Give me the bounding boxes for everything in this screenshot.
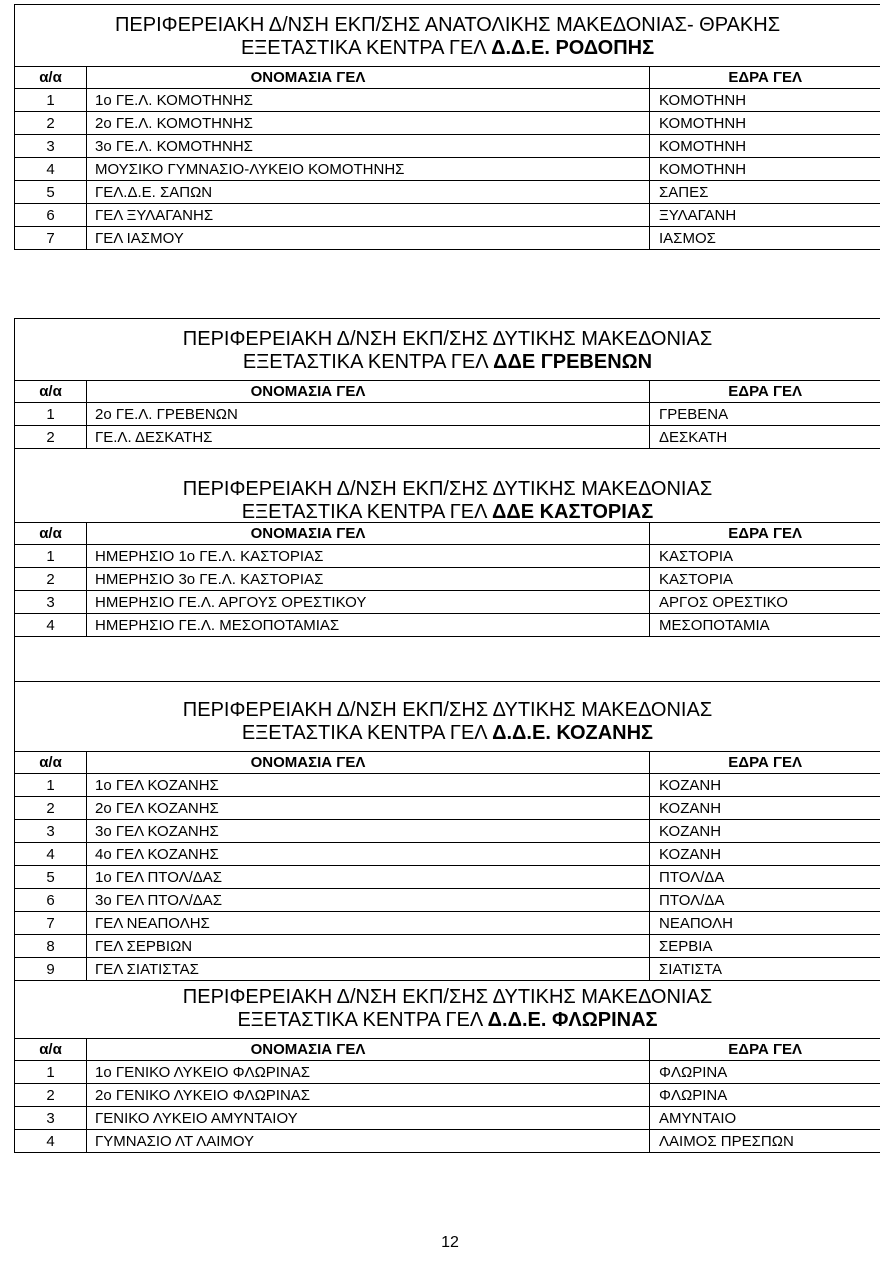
- school-name: ΗΜΕΡΗΣΙΟ ΓΕ.Λ. ΑΡΓΟΥΣ ΟΡΕΣΤΙΚΟΥ: [87, 591, 650, 614]
- row-number: 3: [15, 135, 87, 158]
- section-subtitle: ΕΞΕΤΑΣΤΙΚΑ ΚΕΝΤΡΑ ΓΕΛ ΔΔΕ ΚΑΣΤΟΡΙΑΣ: [15, 501, 880, 523]
- page-number: 12: [441, 1234, 459, 1251]
- school-seat: ΑΡΓΟΣ ΟΡΕΣΤΙΚΟ: [650, 591, 880, 614]
- table-row: [15, 1107, 880, 1130]
- table-row: [15, 889, 880, 912]
- school-seat: ΚΟΜΟΤΗΝΗ: [650, 89, 880, 112]
- col-header-seat: ΕΔΡΑ ΓΕΛ: [650, 523, 880, 545]
- school-seat: ΠΤΟΛ/ΔΑ: [650, 866, 880, 889]
- school-seat: ΚΟΜΟΤΗΝΗ: [650, 135, 880, 158]
- row-number: 2: [15, 426, 87, 449]
- table-row: [15, 912, 880, 935]
- table-row: [15, 843, 880, 866]
- section-title: ΠΕΡΙΦΕΡΕΙΑΚΗ Δ/ΝΣΗ ΕΚΠ/ΣΗΣ ΔΥΤΙΚΗΣ ΜΑΚΕΔΟΝΙΑΣ: [15, 479, 880, 501]
- table-row: [15, 935, 880, 958]
- school-name: 3ο ΓΕ.Λ. ΚΟΜΟΤΗΝΗΣ: [87, 135, 650, 158]
- school-seat: ΚΑΣΤΟΡΙΑ: [650, 545, 880, 568]
- row-number: 3: [15, 591, 87, 614]
- school-seat: ΚΟΜΟΤΗΝΗ: [650, 158, 880, 181]
- row-number: 6: [15, 204, 87, 227]
- section-subtitle: ΕΞΕΤΑΣΤΙΚΑ ΚΕΝΤΡΑ ΓΕΛ ΔΔΕ ΓΡΕΒΕΝΩΝ: [15, 351, 880, 381]
- school-seat: ΠΤΟΛ/ΔΑ: [650, 889, 880, 912]
- table-western-macedonia: [14, 318, 880, 1153]
- school-name: ΗΜΕΡΗΣΙΟ 1ο ΓΕ.Λ. ΚΑΣΤΟΡΙΑΣ: [87, 545, 650, 568]
- row-number: 8: [15, 935, 87, 958]
- school-seat: ΚΟΖΑΝΗ: [650, 774, 880, 797]
- table-row: [15, 135, 880, 158]
- row-number: 1: [15, 545, 87, 568]
- table-row: [15, 1084, 880, 1107]
- col-header-num: α/α: [15, 381, 87, 403]
- school-name: 1ο ΓΕ.Λ. ΚΟΜΟΤΗΝΗΣ: [87, 89, 650, 112]
- section-title: ΠΕΡΙΦΕΡΕΙΑΚΗ Δ/ΝΣΗ ΕΚΠ/ΣΗΣ ΔΥΤΙΚΗΣ ΜΑΚΕΔΟΝΙΑΣ: [15, 981, 880, 1010]
- col-header-seat: ΕΔΡΑ ΓΕΛ: [650, 752, 880, 774]
- table-row: [15, 204, 880, 227]
- table-rodopi: [14, 4, 880, 250]
- spacer: [15, 637, 880, 682]
- school-seat: ΙΑΣΜΟΣ: [650, 227, 880, 250]
- row-number: 2: [15, 112, 87, 135]
- table-row: [15, 820, 880, 843]
- row-number: 4: [15, 614, 87, 637]
- table-header-row: [15, 1039, 880, 1061]
- table-header-row: [15, 381, 880, 403]
- col-header-num: α/α: [15, 752, 87, 774]
- section-subtitle: ΕΞΕΤΑΣΤΙΚΑ ΚΕΝΤΡΑ ΓΕΛ Δ.Δ.Ε. ΚΟΖΑΝΗΣ: [15, 722, 880, 752]
- school-name: 1ο ΓΕΝΙΚΟ ΛΥΚΕΙΟ ΦΛΩΡΙΝΑΣ: [87, 1061, 650, 1084]
- school-name: 1ο ΓΕΛ ΠΤΟΛ/ΔΑΣ: [87, 866, 650, 889]
- row-number: 2: [15, 568, 87, 591]
- table-row: [15, 1130, 880, 1153]
- table-row: [15, 614, 880, 637]
- row-number: 6: [15, 889, 87, 912]
- school-name: 1ο ΓΕΛ ΚΟΖΑΝΗΣ: [87, 774, 650, 797]
- row-number: 1: [15, 403, 87, 426]
- col-header-name: ΟΝΟΜΑΣΙΑ ΓΕΛ: [87, 523, 650, 545]
- table-row: [15, 545, 880, 568]
- school-name: ΓΕΛ ΝΕΑΠΟΛΗΣ: [87, 912, 650, 935]
- row-number: 5: [15, 181, 87, 204]
- section-subtitle: ΕΞΕΤΑΣΤΙΚΑ ΚΕΝΤΡΑ ΓΕΛ Δ.Δ.Ε. ΡΟΔΟΠΗΣ: [15, 37, 880, 67]
- row-number: 2: [15, 1084, 87, 1107]
- school-name: ΓΕ.Λ. ΔΕΣΚΑΤΗΣ: [87, 426, 650, 449]
- school-seat: ΣΙΑΤΙΣΤΑ: [650, 958, 880, 981]
- school-name: ΓΕΛ ΙΑΣΜΟΥ: [87, 227, 650, 250]
- row-number: 1: [15, 1061, 87, 1084]
- school-seat: ΜΕΣΟΠΟΤΑΜΙΑ: [650, 614, 880, 637]
- school-seat: ΑΜΥΝΤΑΙΟ: [650, 1107, 880, 1130]
- col-header-num: α/α: [15, 67, 87, 89]
- school-name: ΓΕΛ ΞΥΛΑΓΑΝΗΣ: [87, 204, 650, 227]
- school-seat: ΣΑΠΕΣ: [650, 181, 880, 204]
- col-header-name: ΟΝΟΜΑΣΙΑ ΓΕΛ: [87, 67, 650, 89]
- col-header-name: ΟΝΟΜΑΣΙΑ ΓΕΛ: [87, 752, 650, 774]
- table-row: [15, 158, 880, 181]
- school-name: ΓΕΛ ΣΙΑΤΙΣΤΑΣ: [87, 958, 650, 981]
- school-seat: ΔΕΣΚΑΤΗ: [650, 426, 880, 449]
- school-seat: ΦΛΩΡΙΝΑ: [650, 1061, 880, 1084]
- school-seat: ΚΟΖΑΝΗ: [650, 843, 880, 866]
- table-row: [15, 866, 880, 889]
- school-seat: ΚΟΜΟΤΗΝΗ: [650, 112, 880, 135]
- spacer: [15, 449, 880, 480]
- col-header-num: α/α: [15, 523, 87, 545]
- school-seat: ΚΟΖΑΝΗ: [650, 820, 880, 843]
- row-number: 2: [15, 797, 87, 820]
- school-seat: ΚΟΖΑΝΗ: [650, 797, 880, 820]
- school-seat: ΛΑΙΜΟΣ ΠΡΕΣΠΩΝ: [650, 1130, 880, 1153]
- table-row: [15, 774, 880, 797]
- table-header-row: [15, 523, 880, 545]
- row-number: 5: [15, 866, 87, 889]
- section-title: ΠΕΡΙΦΕΡΕΙΑΚΗ Δ/ΝΣΗ ΕΚΠ/ΣΗΣ ΔΥΤΙΚΗΣ ΜΑΚΕΔΟΝΙΑΣ: [15, 682, 880, 723]
- table-row: [15, 1061, 880, 1084]
- table-row: [15, 591, 880, 614]
- row-number: 3: [15, 1107, 87, 1130]
- school-name: 2ο ΓΕΝΙΚΟ ΛΥΚΕΙΟ ΦΛΩΡΙΝΑΣ: [87, 1084, 650, 1107]
- school-seat: ΦΛΩΡΙΝΑ: [650, 1084, 880, 1107]
- col-header-seat: ΕΔΡΑ ΓΕΛ: [650, 1039, 880, 1061]
- row-number: 3: [15, 820, 87, 843]
- school-seat: ΝΕΑΠΟΛΗ: [650, 912, 880, 935]
- row-number: 1: [15, 774, 87, 797]
- school-name: 3ο ΓΕΛ ΠΤΟΛ/ΔΑΣ: [87, 889, 650, 912]
- table-row: [15, 227, 880, 250]
- section-title: ΠΕΡΙΦΕΡΕΙΑΚΗ Δ/ΝΣΗ ΕΚΠ/ΣΗΣ ΔΥΤΙΚΗΣ ΜΑΚΕΔΟΝΙΑΣ: [15, 319, 880, 352]
- table-row: [15, 568, 880, 591]
- school-name: 2ο ΓΕ.Λ. ΓΡΕΒΕΝΩΝ: [87, 403, 650, 426]
- school-name: ΓΕΝΙΚΟ ΛΥΚΕΙΟ ΑΜΥΝΤΑΙΟΥ: [87, 1107, 650, 1130]
- table-header-row: [15, 67, 880, 89]
- col-header-name: ΟΝΟΜΑΣΙΑ ΓΕΛ: [87, 1039, 650, 1061]
- school-name: ΓΕΛ.Δ.Ε. ΣΑΠΩΝ: [87, 181, 650, 204]
- table-header-row: [15, 752, 880, 774]
- table-row: [15, 89, 880, 112]
- table-row: [15, 181, 880, 204]
- table-row: [15, 403, 880, 426]
- school-name: ΗΜΕΡΗΣΙΟ ΓΕ.Λ. ΜΕΣΟΠΟΤΑΜΙΑΣ: [87, 614, 650, 637]
- school-seat: ΣΕΡΒΙΑ: [650, 935, 880, 958]
- col-header-num: α/α: [15, 1039, 87, 1061]
- col-header-seat: ΕΔΡΑ ΓΕΛ: [650, 381, 880, 403]
- school-name: ΗΜΕΡΗΣΙΟ 3ο ΓΕ.Λ. ΚΑΣΤΟΡΙΑΣ: [87, 568, 650, 591]
- row-number: 7: [15, 912, 87, 935]
- school-name: 3ο ΓΕΛ ΚΟΖΑΝΗΣ: [87, 820, 650, 843]
- school-name: ΓΥΜΝΑΣΙΟ ΛΤ ΛΑΙΜΟΥ: [87, 1130, 650, 1153]
- school-name: ΓΕΛ ΣΕΡΒΙΩΝ: [87, 935, 650, 958]
- row-number: 7: [15, 227, 87, 250]
- row-number: 4: [15, 843, 87, 866]
- section-subtitle: ΕΞΕΤΑΣΤΙΚΑ ΚΕΝΤΡΑ ΓΕΛ Δ.Δ.Ε. ΦΛΩΡΙΝΑΣ: [15, 1009, 880, 1039]
- col-header-name: ΟΝΟΜΑΣΙΑ ΓΕΛ: [87, 381, 650, 403]
- table-row: [15, 112, 880, 135]
- school-seat: ΚΑΣΤΟΡΙΑ: [650, 568, 880, 591]
- school-name: ΜΟΥΣΙΚΟ ΓΥΜΝΑΣΙΟ-ΛΥΚΕΙΟ ΚΟΜΟΤΗΝΗΣ: [87, 158, 650, 181]
- row-number: 4: [15, 158, 87, 181]
- row-number: 9: [15, 958, 87, 981]
- school-name: 2ο ΓΕΛ ΚΟΖΑΝΗΣ: [87, 797, 650, 820]
- col-header-seat: ΕΔΡΑ ΓΕΛ: [650, 67, 880, 89]
- table-row: [15, 797, 880, 820]
- school-seat: ΓΡΕΒΕΝΑ: [650, 403, 880, 426]
- school-name: 4ο ΓΕΛ ΚΟΖΑΝΗΣ: [87, 843, 650, 866]
- table-row: [15, 958, 880, 981]
- row-number: 4: [15, 1130, 87, 1153]
- section-title: ΠΕΡΙΦΕΡΕΙΑΚΗ Δ/ΝΣΗ ΕΚΠ/ΣΗΣ ΑΝΑΤΟΛΙΚΗΣ ΜΑΚΕΔΟΝΙΑΣ- ΘΡΑΚΗΣ: [15, 5, 880, 38]
- table-row: [15, 426, 880, 449]
- school-name: 2ο ΓΕ.Λ. ΚΟΜΟΤΗΝΗΣ: [87, 112, 650, 135]
- school-seat: ΞΥΛΑΓΑΝΗ: [650, 204, 880, 227]
- row-number: 1: [15, 89, 87, 112]
